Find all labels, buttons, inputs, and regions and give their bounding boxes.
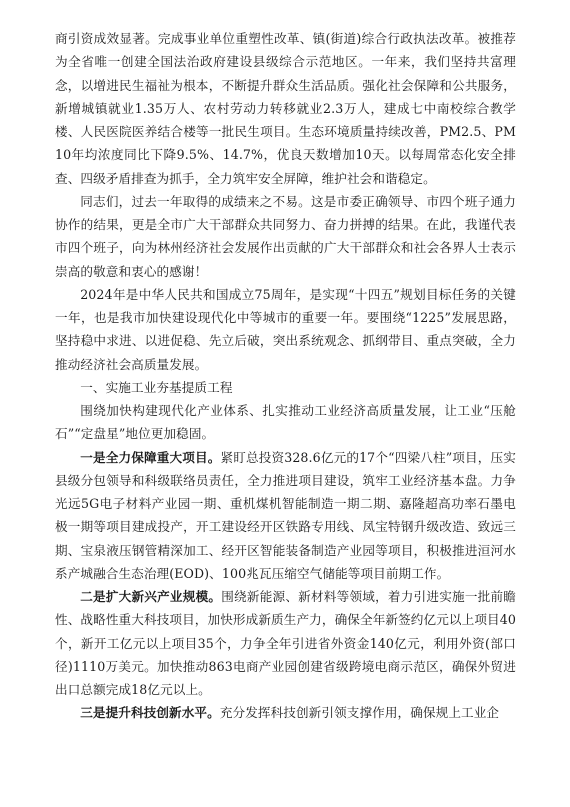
paragraph-text: 紧盯总投资328.6亿元的17个“四梁八柱”项目，压实县级分包领导和科级联络员责任，全力推进项目建设，筑牢工业经济基本盘。力争光远5G电子材料产业园一期、重机煤机智能制造一期二期、嘉隆超高功率石墨电极一期等项目建成投产，开工建设经开区铁路专用线、凤宝特钢升级改造、致远三期、宝泉液压钢管精深加工、经开区智能装备制造产业园等项目，积极推进洹河水系产城融合生态治理(EOD)、100兆瓦压缩空气储能等项目前期工作。 [55, 449, 516, 581]
section-heading [55, 376, 516, 399]
paragraph-2 [55, 190, 516, 283]
paragraph-text: 充分发挥科技创新引领支撑作用，确保规上工业企 [219, 705, 500, 721]
paragraph-lead: 二是扩大新兴产业规模。 [80, 589, 222, 604]
section-heading-text: 一、实施工业夯基提质工程 [80, 379, 233, 395]
paragraph-text: 围绕新能源、新材料等领域，着力引进实施一批前瞻性、战略性重大科技项目，加快形成新质生产力，确保全年新签约亿元以上项目40个，新开工亿元以上项目35个，力争全年引进省外资金140亿元，利用外资(部口径)1110万美元。加快推动863电商产业园创建省级跨境电商示范区，确保外贸进出口总额完成18亿元以上。 [55, 589, 516, 697]
paragraph-7 [55, 585, 516, 701]
paragraph-text: 2024年是中华人民共和国成立75周年，是实现“十四五”规划目标任务的关键一年，也是我市加快建设现代化中等城市的重要一年。要围绕“1225”发展思路，坚持稳中求进、以进促稳、先立后破，突出系统观念、抓纲带目、重点突破，全力推动经济社会高质量发展。 [55, 286, 516, 372]
paragraph-8 [55, 701, 516, 724]
paragraph-3 [55, 283, 516, 376]
paragraph-lead: 一是全力保障重大项目。 [80, 449, 221, 465]
paragraph-6 [55, 446, 516, 586]
paragraph-lead: 三是提升科技创新水平。 [80, 705, 220, 721]
paragraph-5 [55, 399, 516, 446]
paragraph-text: 商引资成效显著。完成事业单位重塑性改革、镇(街道)综合行政执法改革。被推荐为全省唯一创建全国法治政府建设县级综合示范地区。一年来，我们坚持共富理念，以增进民生福祉为根本，不断提升群众生活品质。强化社会保障和公共服务，新增城镇就业1.35万人、农村劳动力转移就业2.3万人，建成七中南校综合教学楼、人民医院医养结合楼等一批民生项目。生态环境质量持续改善，PM2.5、PM10年均浓度同比下降9.5%、14.7%，优良天数增加10天。以每周常态化安全排查、四级矛盾排查为抓手，全力筑牢安全屏障，维护社会和谐稳定。 [55, 31, 516, 186]
paragraph-text: 围绕加快构建现代化产业体系、扎实推动工业经济高质量发展，让工业“压舱石”“定盘星”地位更加稳固。 [55, 403, 516, 442]
paragraph-1 [55, 27, 516, 190]
paragraph-text: 同志们，过去一年取得的成绩来之不易。这是市委正确领导、市四个班子通力协作的结果，更是全市广大干部群众共同努力、奋力拼搏的结果。在此，我谨代表市四个班子，向为林州经济社会发展作出贡献的广大干部群众和社会各界人士表示崇高的敬意和衷心的感谢！ [55, 193, 516, 279]
